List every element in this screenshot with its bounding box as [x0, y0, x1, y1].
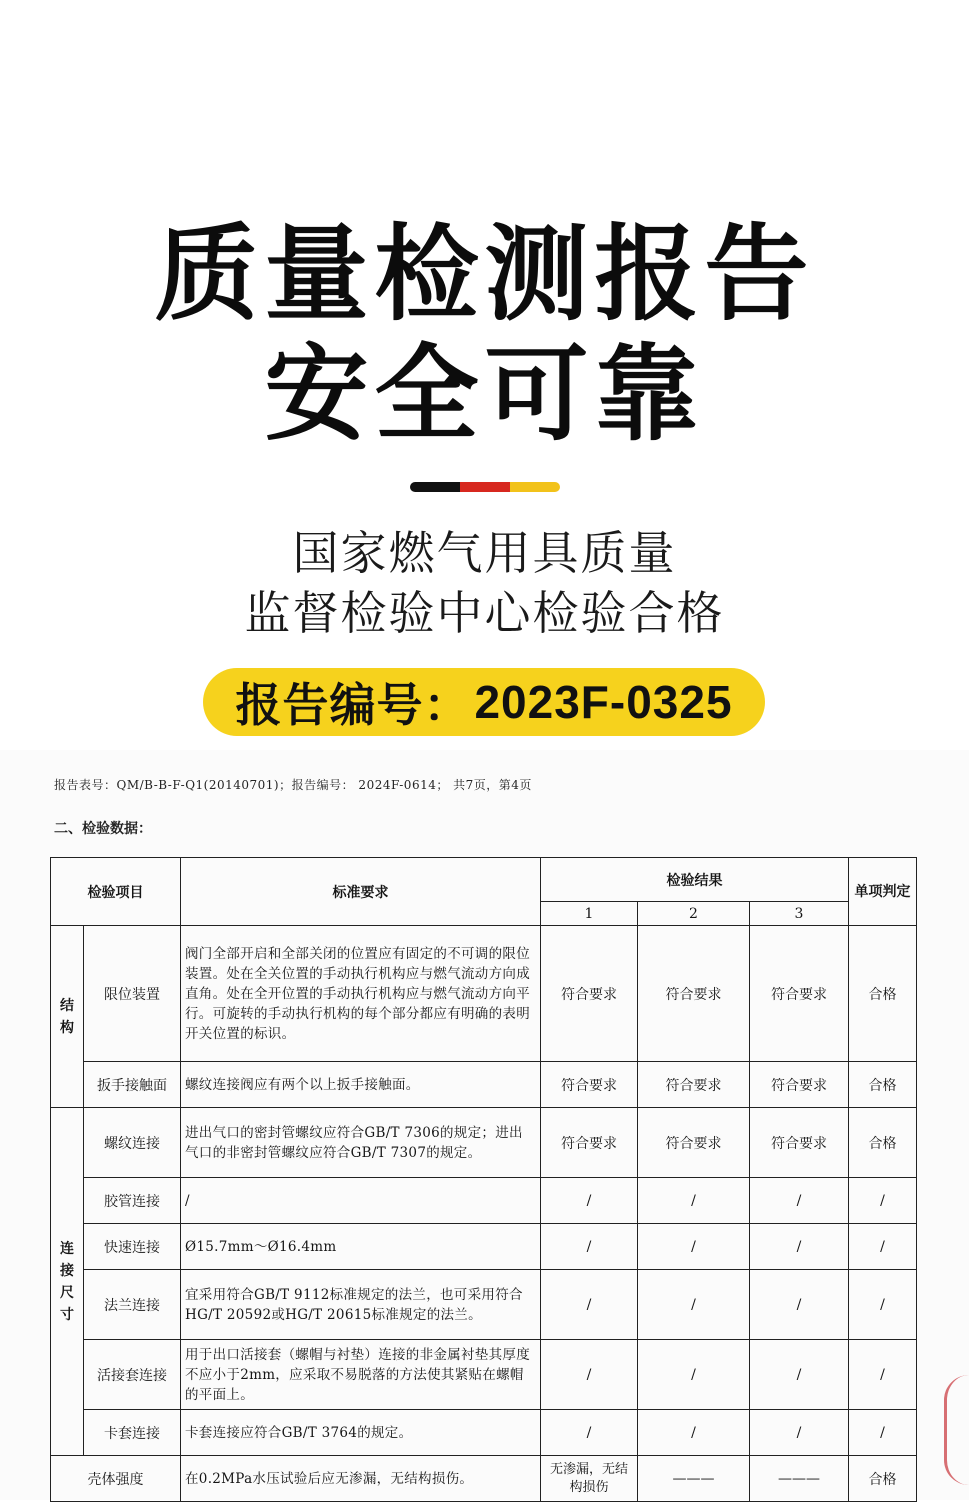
row-result-3: 符合要求 [750, 1062, 849, 1108]
hero-subtitle-line-1: 国家燃气用具质量 [292, 526, 677, 580]
row-judgement: / [849, 1410, 917, 1456]
flag-stripe-red [460, 482, 510, 492]
header-sample-2: 2 [638, 902, 750, 926]
row-result-3: / [750, 1178, 849, 1224]
row-standard: 卡套连接应符合GB/T 3764的规定。 [181, 1410, 541, 1456]
row-judgement: / [849, 1178, 917, 1224]
row-item: 胶管连接 [84, 1178, 181, 1224]
row-result-1: 符合要求 [541, 926, 638, 1062]
header-sample-1: 1 [541, 902, 638, 926]
row-item: 扳手接触面 [84, 1062, 181, 1108]
row-result-1: / [541, 1270, 638, 1340]
header-standard: 标准要求 [181, 858, 541, 926]
row-item: 活接套连接 [84, 1340, 181, 1410]
row-result-1: 符合要求 [541, 1062, 638, 1108]
row-standard: 用于出口活接套（螺帽与衬垫）连接的非金属衬垫其厚度不应小于2mm，应采取不易脱落的方法使其紧贴在螺帽的平面上。 [181, 1340, 541, 1410]
row-result-1: / [541, 1410, 638, 1456]
row-result-2: / [638, 1178, 750, 1224]
table-row [51, 926, 917, 1062]
row-standard: 宜采用符合GB/T 9112标准规定的法兰，也可采用符合HG/T 20592或HG/T 20615标准规定的法兰。 [181, 1270, 541, 1340]
row-standard: 螺纹连接阀应有两个以上扳手接触面。 [181, 1062, 541, 1108]
row-judgement: 合格 [849, 926, 917, 1062]
row-result-1: / [541, 1178, 638, 1224]
hero-title-line-1: 质量检测报告 [154, 213, 815, 335]
row-result-3: / [750, 1410, 849, 1456]
row-item: 螺纹连接 [84, 1108, 181, 1178]
red-seal-stamp [944, 1375, 969, 1485]
row-result-1: 无渗漏，无结构损伤 [541, 1456, 638, 1502]
row-result-3: ——— [750, 1456, 849, 1502]
row-result-1: 符合要求 [541, 1108, 638, 1178]
row-result-3: / [750, 1224, 849, 1270]
row-judgement: 合格 [849, 1456, 917, 1502]
row-item: 法兰连接 [84, 1270, 181, 1340]
row-result-2: 符合要求 [638, 1062, 750, 1108]
table-row [51, 1062, 917, 1108]
header-sample-3: 3 [750, 902, 849, 926]
table-row [51, 1224, 917, 1270]
report-meta-line: 报告表号：QM/B-B-F-Q1(20140701)；报告编号： 2024F-0614； 共7页，第4页 [54, 778, 532, 792]
category-structure: 结构 [51, 926, 84, 1108]
table-row [51, 1108, 917, 1178]
row-result-1: / [541, 1224, 638, 1270]
row-result-3: 符合要求 [750, 1108, 849, 1178]
row-judgement: 合格 [849, 1108, 917, 1178]
report-number-badge [203, 668, 765, 736]
row-result-3: 符合要求 [750, 926, 849, 1062]
row-result-2: 符合要求 [638, 1108, 750, 1178]
row-standard: / [181, 1178, 541, 1224]
table-row [51, 1456, 917, 1502]
header-results: 检验结果 [541, 858, 849, 902]
row-item: 壳体强度 [51, 1456, 181, 1502]
report-number-value: 2023F-0325 [474, 676, 733, 728]
hero-title-line-2: 安全可靠 [264, 333, 705, 455]
row-result-3: / [750, 1270, 849, 1340]
row-standard: 阀门全部开启和全部关闭的位置应有固定的不可调的限位装置。处在全关位置的手动执行机构应与燃气流动方向成直角。处在全开位置的手动执行机构应与燃气流动方向平行。可旋转的手动执行机构的每个部分都应有明确的表明开关位置的标识。 [181, 926, 541, 1062]
report-number-label: 报告编号： [235, 678, 471, 732]
flag-stripe-black [410, 482, 460, 492]
row-judgement: / [849, 1270, 917, 1340]
row-item: 卡套连接 [84, 1410, 181, 1456]
row-result-2: / [638, 1224, 750, 1270]
row-standard: 在0.2MPa水压试验后应无渗漏，无结构损伤。 [181, 1456, 541, 1502]
table-row [51, 1340, 917, 1410]
row-standard: Ø15.7mm～Ø16.4mm [181, 1224, 541, 1270]
inspection-data-table [50, 857, 917, 1502]
hero-banner [0, 0, 969, 750]
row-result-2: / [638, 1270, 750, 1340]
table-row [51, 1178, 917, 1224]
row-item: 快速连接 [84, 1224, 181, 1270]
row-result-3: / [750, 1340, 849, 1410]
row-result-2: 符合要求 [638, 926, 750, 1062]
flag-stripe-gold [510, 482, 560, 492]
row-result-1: / [541, 1340, 638, 1410]
row-result-2: / [638, 1410, 750, 1456]
header-judgement: 单项判定 [849, 858, 917, 926]
hero-subtitle-line-2: 监督检验中心检验合格 [244, 586, 725, 640]
row-judgement: / [849, 1224, 917, 1270]
row-result-2: / [638, 1340, 750, 1410]
tricolor-divider [410, 482, 560, 492]
section-title: 二、检验数据： [54, 821, 152, 837]
header-item: 检验项目 [51, 858, 181, 926]
row-judgement: 合格 [849, 1062, 917, 1108]
category-connection-size: 连接尺寸 [51, 1108, 84, 1456]
table-header-row [51, 858, 917, 902]
row-item: 限位装置 [84, 926, 181, 1062]
row-judgement: / [849, 1340, 917, 1410]
row-result-2: ——— [638, 1456, 750, 1502]
inspection-report-document [0, 750, 969, 1500]
row-standard: 进出气口的密封管螺纹应符合GB/T 7306的规定；进出气口的非密封管螺纹应符合GB/T 7307的规定。 [181, 1108, 541, 1178]
table-row [51, 1410, 917, 1456]
table-row [51, 1270, 917, 1340]
